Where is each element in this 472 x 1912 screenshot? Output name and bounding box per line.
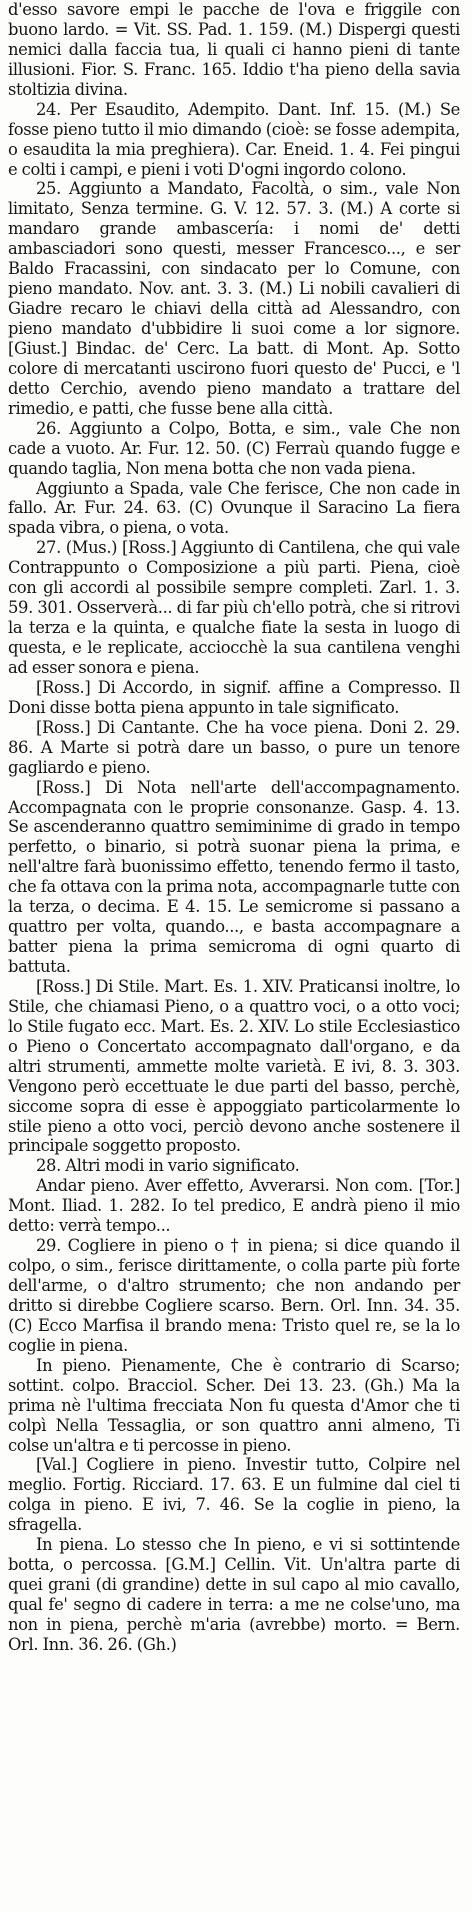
paragraph-sense-27-accordo: [Ross.] Di Accordo, in signif. affine a Compresso. Il Doni disse botta piena appunto in tale significato. [8, 677, 460, 717]
paragraph-sense-27-nota: [Ross.] Di Nota nell'arte dell'accompagnamento. Accompagnata con le proprie consonanze. Gasp. 4. 13. Se ascenderanno quattro semiminime di grado in tempo perfetto, o binario, si potrà suonar piena la prima, e nell'altre farà buonissimo effetto, tenendo fermo il tasto, che fa ottava con la prima nota, accompagnarle tutte con la terza, o decima. E 4. 15. Le semicrome si passano a quattro per volta, quando..., e basta accompagnare a batter piena la prima semicroma di ogni quarto di battuta. [8, 777, 460, 976]
paragraph-sense-27: 27. (Mus.) [Ross.] Aggiunto di Cantilena, che qui vale Contrappunto o Composizione a più parti. Piena, cioè con gli accordi al possibile sempre completi. Zarl. 1. 3. 59. 301. Osserverà... di far più ch'ello potrà, che si ritrovi la terza e la quinta, e qualche fiate la sesta in luogo di questa, e le replicate, acciocchè la sua cantilena venghi ad esser sonora e piena. [8, 538, 460, 677]
paragraph-andar-pieno: Andar pieno. Aver effetto, Avverarsi. Non com. [Tor.] Mont. Iliad. 1. 282. Io tel predico, E andrà pieno il mio detto: verrà tempo... [8, 1176, 460, 1236]
paragraph-in-piena: In piena. Lo stesso che In pieno, e vi si sottintende botta, o percossa. [G.M.] Cellin. Vit. Un'altra parte di quei grani (di grandine) dette in sul capo al mio cavallo, qual fe' segno di cadere in terra: a me ne colse'uno, ma non in piena, perchè m'aria (avrebbe) morto. = Bern. Orl. Inn. 36. 26. (Gh.) [8, 1535, 460, 1654]
paragraph-sense-25: 25. Aggiunto a Mandato, Facoltà, o sim., vale Non limitato, Senza termine. G. V. 12. 57. 3. (M.) A corte si mandaro grande ambascería: i nomi de' detti ambasciadori sono questi, messer Francesco..., e ser Baldo Fracassini, con sindacato per lo Comune, con pieno mandato. Nov. ant. 3. 3. (M.) Li nobili cavalieri di Giadre recaro le chiavi della città ad Alessandro, con pieno mandato d'ubbidire li suoi come a lor signore. [Giust.] Bindac. de' Cerc. La batt. di Mont. Ap. Sotto colore di mercatanti uscirono fuori questo de' Pucci, e 'l detto Cerchio, avendo pieno mandato a trattare del rimedio, e patti, che fusse bene alla città. [8, 179, 460, 418]
paragraph-sense-26-spada: Aggiunto a Spada, vale Che ferisce, Che non cade in fallo. Ar. Fur. 24. 63. (C) Ovunque il Saracino La fiera spada vibra, o piena, o vota. [8, 478, 460, 538]
paragraph-sense-28: 28. Altri modi in vario significato. [36, 1156, 300, 1176]
paragraph-sense-26: 26. Aggiunto a Colpo, Botta, e sim., vale Che non cade a vuoto. Ar. Fur. 12. 50. (C) Ferraù quando fugge e quando taglia, Non mena botta che non vada piena. [8, 418, 460, 478]
paragraph-sense-29: 29. Cogliere in pieno o † in piena; si dice quando il colpo, o sim., ferisce dirittamente, o colla parte più forte dell'arme, o d'altro strumento; che non andando per dritto si direbbe Cogliere scarso. Bern. Orl. Inn. 34. 35. (C) Ecco Marfisa il brando mena: Tristo quel re, se la lo coglie in piena. [8, 1236, 460, 1355]
paragraph-continuation: d'esso savore empi le pacche de l'ova e friggile con buono lardo. = Vit. SS. Pad. 1. 159. (M.) Dispergi questi nemici dalla faccia tua, li quali ci hanno pieni di tante illusioni. Fior. S. Franc. 165. Iddio t'ha pieno della savia stoltizia divina. [8, 0, 460, 99]
paragraph-in-pieno: In pieno. Pienamente, Che è contrario di Scarso; sottint. colpo. Bracciol. Scher. Dei 13. 23. (Gh.) Ma la prima nè l'ultima frecciata Non fu questa d'Amor che ti colpì Nella Tessaglia, or son quattro anni almeno, Ti colse un'altra e ti percosse in pieno. [8, 1355, 460, 1455]
paragraph-cogliere-in-pieno: [Val.] Cogliere in pieno. Investir tutto, Colpire nel meglio. Fortig. Ricciard. 17. 63. E un fulmine dal ciel ti colga in pieno. E ivi, 7. 46. Se la coglie in pieno, la sfragella. [8, 1455, 460, 1535]
paragraph-sense-24: 24. Per Esaudito, Adempito. Dant. Inf. 15. (M.) Se fosse pieno tutto il mio dimando (cioè: se fosse adempita, o esaudita la mia preghiera). Car. Eneid. 1. 4. Fei pingui e colti i campi, e pieni i voti D'ogni ingordo colono. [8, 99, 460, 179]
paragraph-sense-27-cantante: [Ross.] Di Cantante. Che ha voce piena. Doni 2. 29. 86. A Marte si potrà dare un basso, o pure un tenore gagliardo e pieno. [8, 717, 460, 777]
paragraph-sense-27-stile: [Ross.] Di Stile. Mart. Es. 1. XIV. Praticansi inoltre, lo Stile, che chiamasi Pieno, o a quattro voci, o a otto voci; lo Stile fugato ecc. Mart. Es. 2. XIV. Lo stile Ecclesiastico o Pieno o Concertato accompagnato dall'organo, e da altri strumenti, ammette molte varietà. E ivi, 8. 3. 303. Vengono però eccettuate le due parti del basso, perchè, siccome sopra di esse è appoggiato particolarmente lo stile pieno a otto voci, perciò devono anche sostenere il principale soggetto proposto. [8, 976, 460, 1156]
